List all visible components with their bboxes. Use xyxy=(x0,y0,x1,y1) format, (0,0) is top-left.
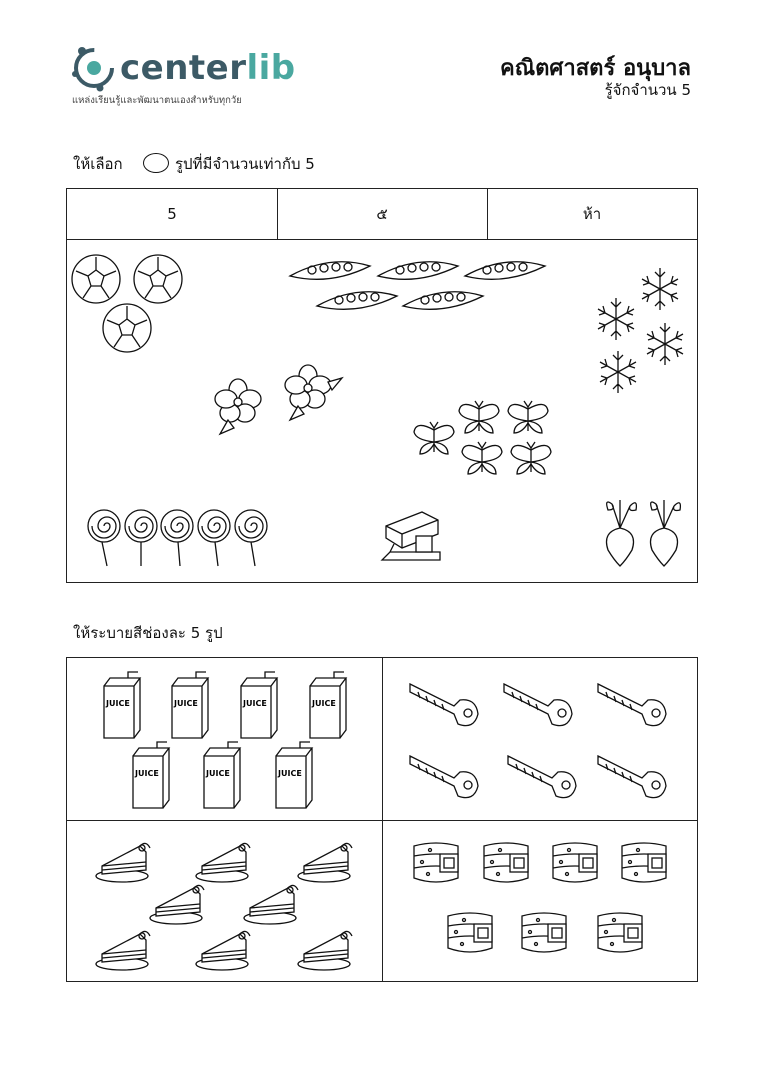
belt-icon xyxy=(484,843,528,882)
beet-icon xyxy=(651,500,681,566)
svg-text:JUICE: JUICE xyxy=(174,699,198,708)
key-icon xyxy=(508,756,576,798)
belt-icon xyxy=(414,843,458,882)
lollipop-group[interactable] xyxy=(84,508,284,568)
butterfly-group[interactable] xyxy=(412,402,562,482)
lollipop-icon xyxy=(198,510,230,566)
pea-pod-icon xyxy=(378,262,458,280)
flower-icon xyxy=(215,379,261,434)
butterfly-icon xyxy=(508,401,548,433)
svg-text:JUICE: JUICE xyxy=(312,699,336,708)
svg-text:JUICE: JUICE xyxy=(135,769,159,778)
pea-pod-group[interactable] xyxy=(285,252,555,322)
butterfly-icon xyxy=(459,401,499,433)
section1-instruction-a: ให้เลือก xyxy=(73,155,123,173)
snowflake-group[interactable] xyxy=(594,265,694,395)
lollipop-icon xyxy=(125,510,157,566)
juice-box-icon xyxy=(276,742,312,808)
key-icon xyxy=(504,684,572,726)
cake-slice-icon xyxy=(96,931,150,970)
juice-box-cell[interactable] xyxy=(96,668,366,818)
butterfly-icon xyxy=(511,442,551,474)
cake-slice-icon xyxy=(298,931,352,970)
butterfly-icon xyxy=(462,442,502,474)
logo-wordmark: centerlib xyxy=(120,48,296,88)
cake-slice-cell[interactable] xyxy=(92,834,362,974)
key-icon xyxy=(410,684,478,726)
belt-icon xyxy=(598,913,642,952)
snowflake-icon xyxy=(598,298,634,340)
belt-cell[interactable] xyxy=(406,836,676,976)
stapler-group[interactable] xyxy=(380,508,450,568)
belt-icon xyxy=(553,843,597,882)
header-thai-word: ห้า xyxy=(582,205,602,223)
juice-box-icon xyxy=(310,672,346,738)
cake-slice-icon xyxy=(244,885,298,924)
lollipop-icon xyxy=(88,510,120,566)
header-divider xyxy=(67,239,697,240)
juice-box-icon xyxy=(241,672,277,738)
svg-text:JUICE: JUICE xyxy=(243,699,267,708)
belt-icon xyxy=(622,843,666,882)
flower-group[interactable] xyxy=(208,362,348,442)
header-arabic-numeral: 5 xyxy=(167,205,177,223)
svg-text:JUICE: JUICE xyxy=(278,769,302,778)
logo-tagline: แหล่งเรียนรู้และพัฒนาตนเองสำหรับทุกวัย xyxy=(72,95,242,106)
pea-pod-icon xyxy=(465,262,545,280)
cake-slice-icon xyxy=(196,843,250,882)
soccer-ball-icon xyxy=(134,255,182,303)
section1-instruction-b: รูปที่มีจำนวนเท่ากับ 5 xyxy=(175,155,315,173)
belt-icon xyxy=(522,913,566,952)
cake-slice-icon xyxy=(96,843,150,882)
soccer-ball-icon xyxy=(72,255,120,303)
page-title: คณิตศาสตร์ อนุบาล xyxy=(500,56,691,81)
header-thai-numeral: ๕ xyxy=(376,205,388,223)
butterfly-icon xyxy=(414,422,454,454)
soccer-ball-icon xyxy=(103,304,151,352)
circle-symbol xyxy=(143,153,169,173)
soccer-ball-group[interactable] xyxy=(70,253,200,353)
lollipop-icon xyxy=(161,510,193,566)
grid-divider-horizontal xyxy=(67,820,697,821)
snowflake-icon xyxy=(600,351,636,393)
svg-text:JUICE: JUICE xyxy=(206,769,230,778)
pea-pod-icon xyxy=(290,262,370,280)
lollipop-icon xyxy=(235,510,267,566)
key-icon xyxy=(410,756,478,798)
logo-icon xyxy=(70,44,120,94)
stapler-icon xyxy=(382,512,440,560)
flower-icon xyxy=(285,365,342,420)
key-cell[interactable] xyxy=(402,672,682,812)
page-subtitle: รู้จักจำนวน 5 xyxy=(604,81,691,99)
pea-pod-icon xyxy=(317,292,397,310)
snowflake-icon xyxy=(647,323,683,365)
key-icon xyxy=(598,684,666,726)
cake-slice-icon xyxy=(196,931,250,970)
beet-group[interactable] xyxy=(596,496,696,571)
juice-box-icon xyxy=(204,742,240,808)
belt-icon xyxy=(448,913,492,952)
key-icon xyxy=(598,756,666,798)
pea-pod-icon xyxy=(403,292,483,310)
juice-box-icon xyxy=(172,672,208,738)
beet-icon xyxy=(607,500,637,566)
snowflake-icon xyxy=(642,268,678,310)
cake-slice-icon xyxy=(298,843,352,882)
cake-slice-icon xyxy=(150,885,204,924)
juice-box-icon xyxy=(133,742,169,808)
juice-box-icon xyxy=(104,672,140,738)
section2-instruction: ให้ระบายสีช่องละ 5 รูป xyxy=(73,624,223,642)
svg-text:JUICE: JUICE xyxy=(106,699,130,708)
